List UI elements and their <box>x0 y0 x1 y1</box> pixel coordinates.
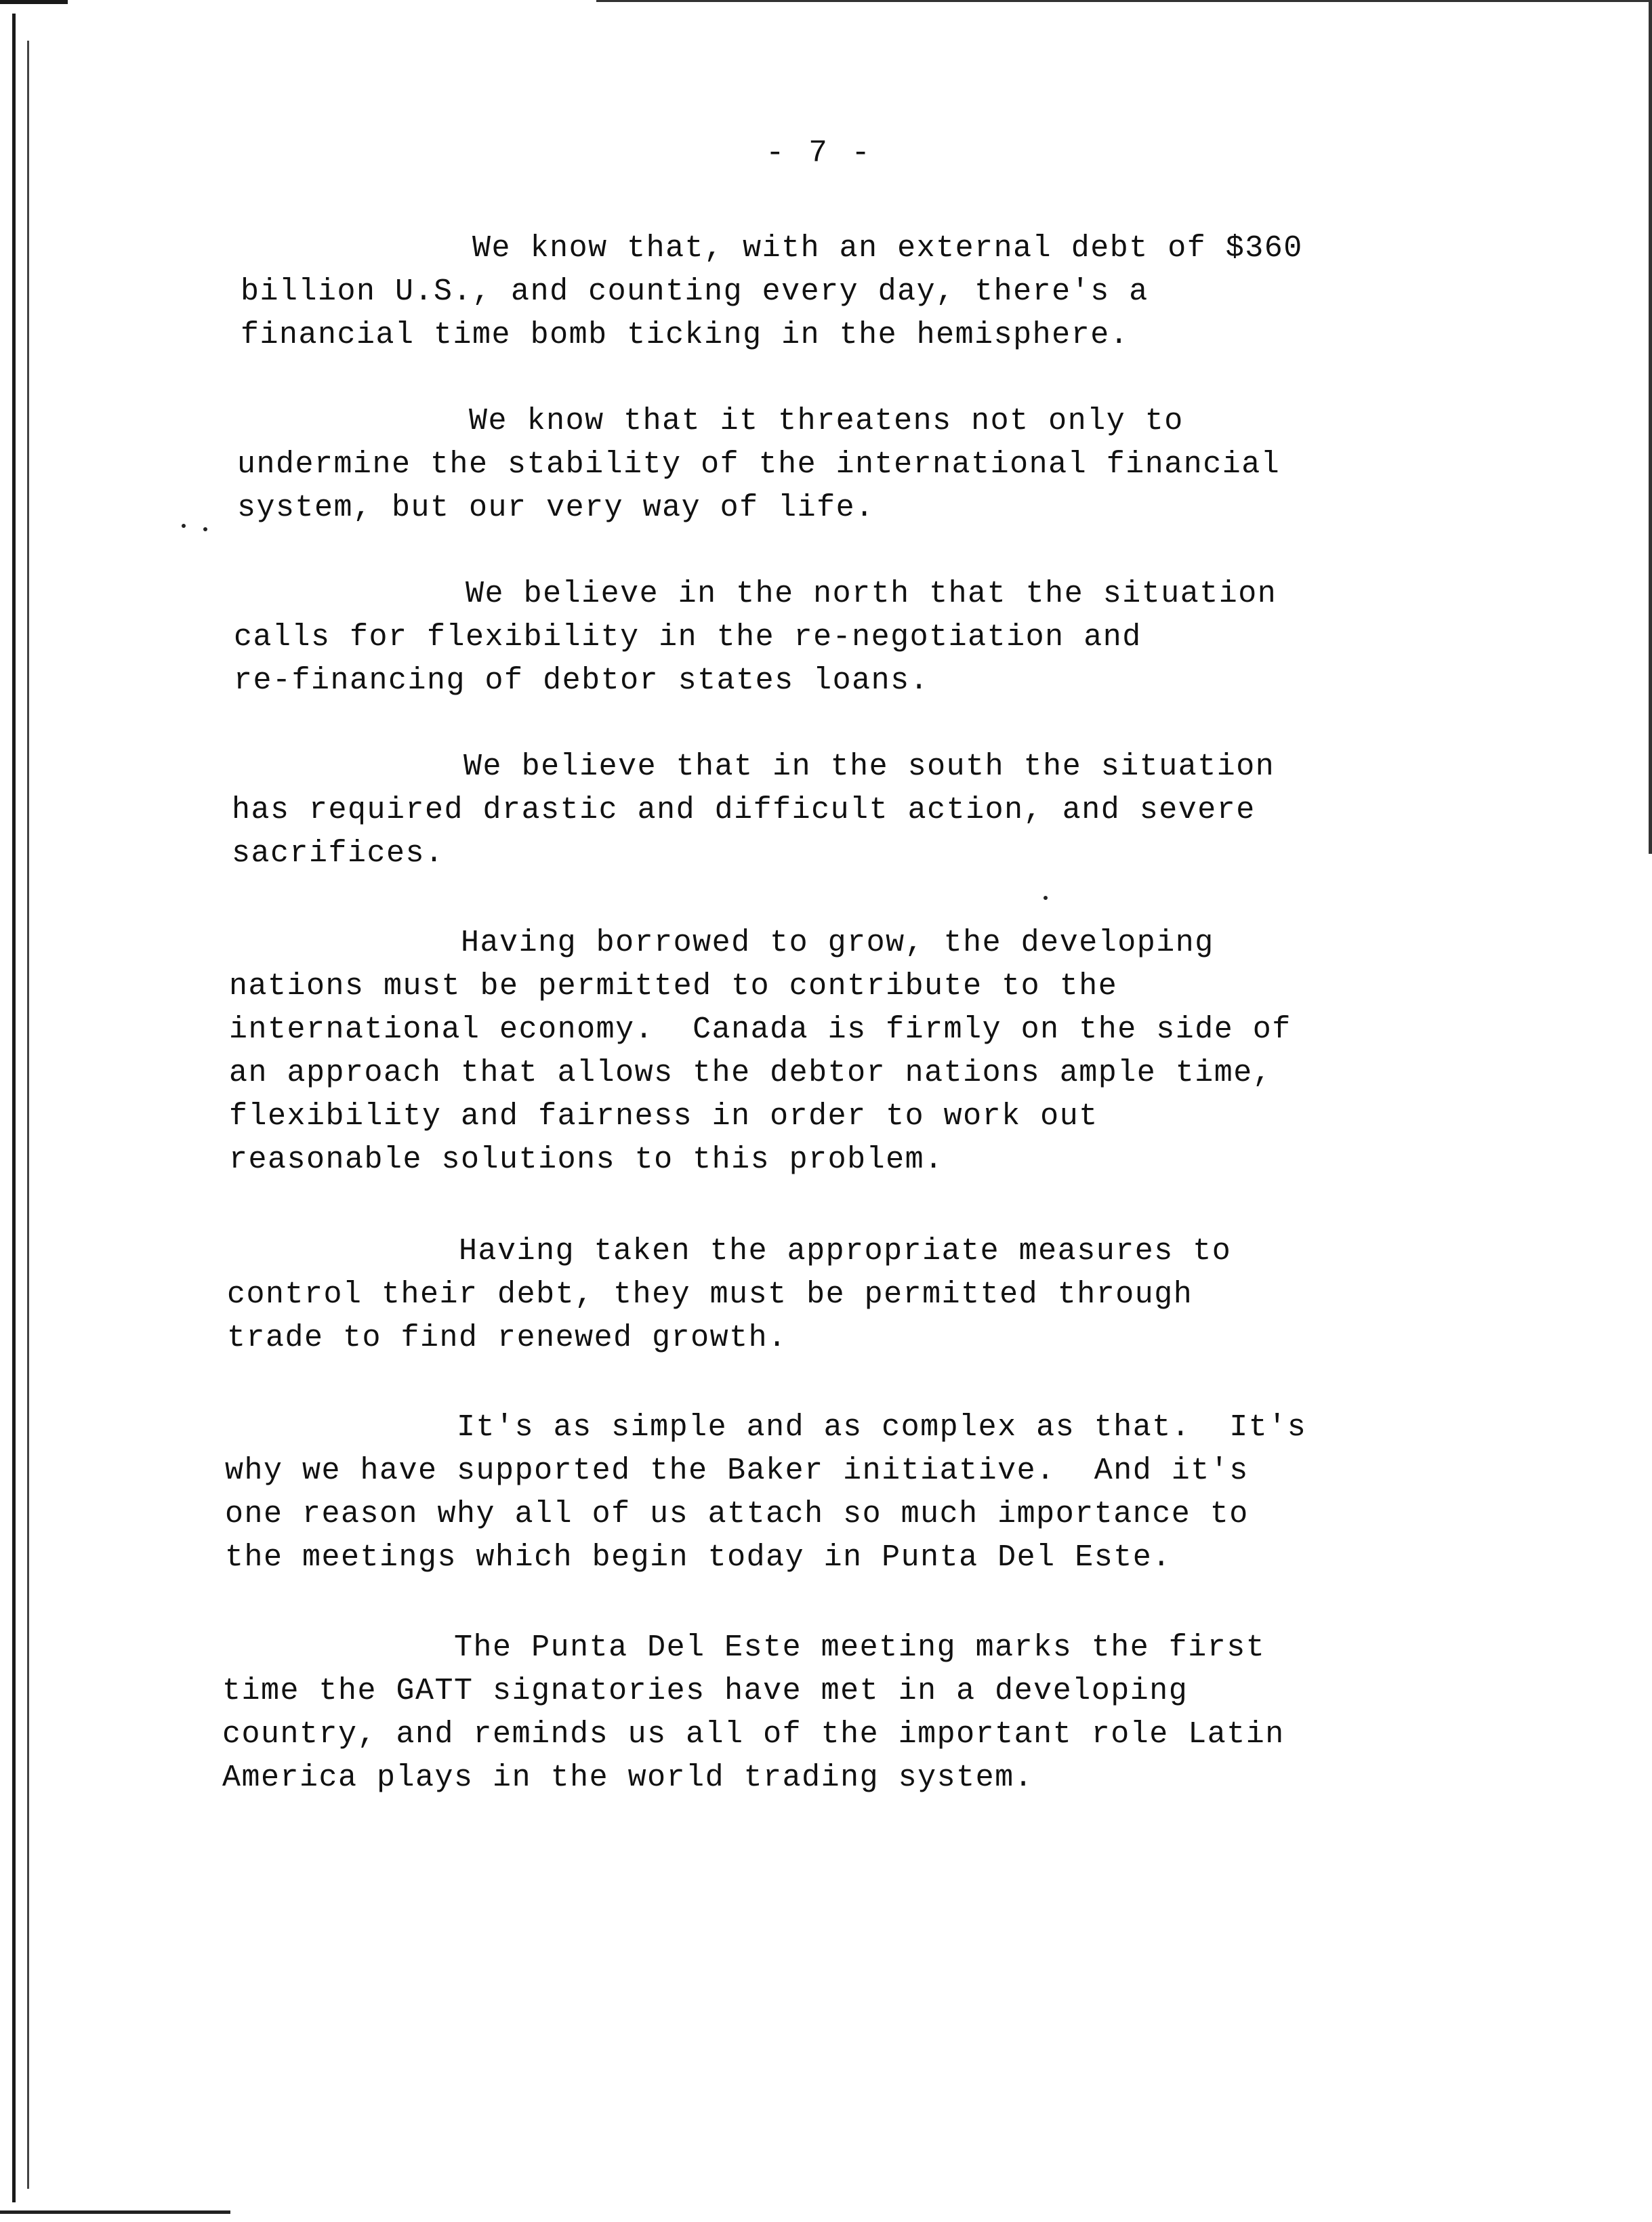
scan-edge-top <box>0 0 68 4</box>
paragraph-5: Having borrowed to grow, the developing nations must be permitted to contribute to the international economy. Canada is firmly on the side of an approach that allows the debtor nations ample time, flexibility and fairness in order to work out reasonable solutions to this problem. <box>229 926 1292 1177</box>
scan-speck <box>203 527 207 531</box>
scan-edge-right <box>1649 0 1652 854</box>
paragraph-3: We believe in the north that the situation calls for flexibility in the re-negotiation and re-financing of debtor states loans. <box>234 577 1277 698</box>
paragraph-7: It's as simple and as complex as that. It's why we have supported the Baker initiative. And it's one reason why all of us attach so much importance to the meetings which begin today in Punta Del Este. <box>225 1410 1307 1575</box>
paragraph-1: We know that, with an external debt of $360 billion U.S., and counting every day, there's a financial time bomb ticking in the hemisphere. <box>241 231 1303 352</box>
paragraph-6: Having taken the appropriate measures to control their debt, they must be permitted through trade to find renewed growth. <box>227 1234 1232 1355</box>
scan-speck <box>182 524 186 528</box>
paragraph-4: We believe that in the south the situation has required drastic and difficult action, and severe sacrifices. <box>232 749 1275 871</box>
scan-edge-left-inner <box>27 41 29 2189</box>
scan-edge-top-line <box>596 0 1652 2</box>
scan-speck <box>1044 896 1048 900</box>
paragraph-8: The Punta Del Este meeting marks the first time the GATT signatories have met in a developing country, and reminds us all of the important role Latin America plays in the world trading system. <box>222 1630 1285 1795</box>
scan-edge-bottom <box>0 2210 230 2214</box>
scan-edge-left <box>12 14 16 2202</box>
page-number: - 7 - <box>766 136 873 171</box>
paragraph-2: We know that it threatens not only to undermine the stability of the international financial system, but our very way of life. <box>237 404 1281 525</box>
